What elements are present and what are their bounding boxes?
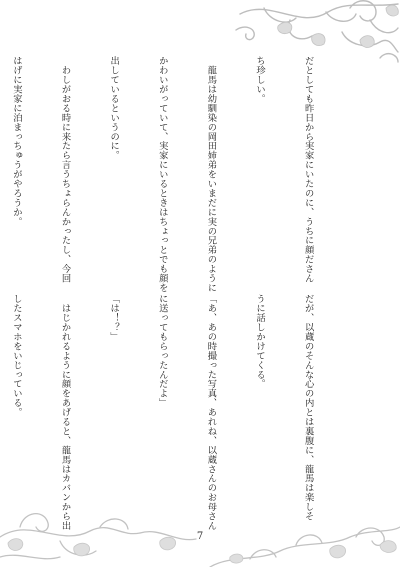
text-line: に送ってもらったんだよ」: [156, 294, 168, 408]
text-line: かわいがっていて、実家にいるときはちょっとでも顔を: [156, 56, 168, 293]
body-text-upper: [0, 56, 348, 293]
text-line: うに話しかけてくる。: [253, 294, 265, 389]
text-line: ち珍しい。: [253, 56, 265, 104]
floral-ornament-bottom: [0, 497, 400, 567]
text-line: したスマホをいじっている。: [10, 294, 22, 417]
text-line: 出しているというのに。: [108, 56, 120, 160]
text-line: わしがおる時に来たら言うちょらんかったし、今回: [59, 56, 71, 283]
text-line: だとしても昨日から実家にいたのに、うちに顔ださん: [302, 56, 314, 283]
text-line: 「あ、あの時撮った写真、あれね、以蔵さんのお母さん: [205, 294, 217, 531]
text-line: 「は！？」: [108, 294, 120, 342]
body-text-lower: [0, 294, 348, 531]
text-line: はじかれるように顔をあげると、龍馬はカバンから出: [59, 294, 71, 531]
page-number: 7: [196, 531, 204, 542]
text-line: だが、以蔵のそんな心の内とは裏腹に、龍馬は楽しそ: [302, 294, 314, 521]
text-line: 龍馬は幼馴染の岡田姉弟をいまだに実の兄弟のように: [205, 56, 217, 293]
text-line: はげに実家に泊まっちゅうがやろうか。: [10, 56, 22, 227]
